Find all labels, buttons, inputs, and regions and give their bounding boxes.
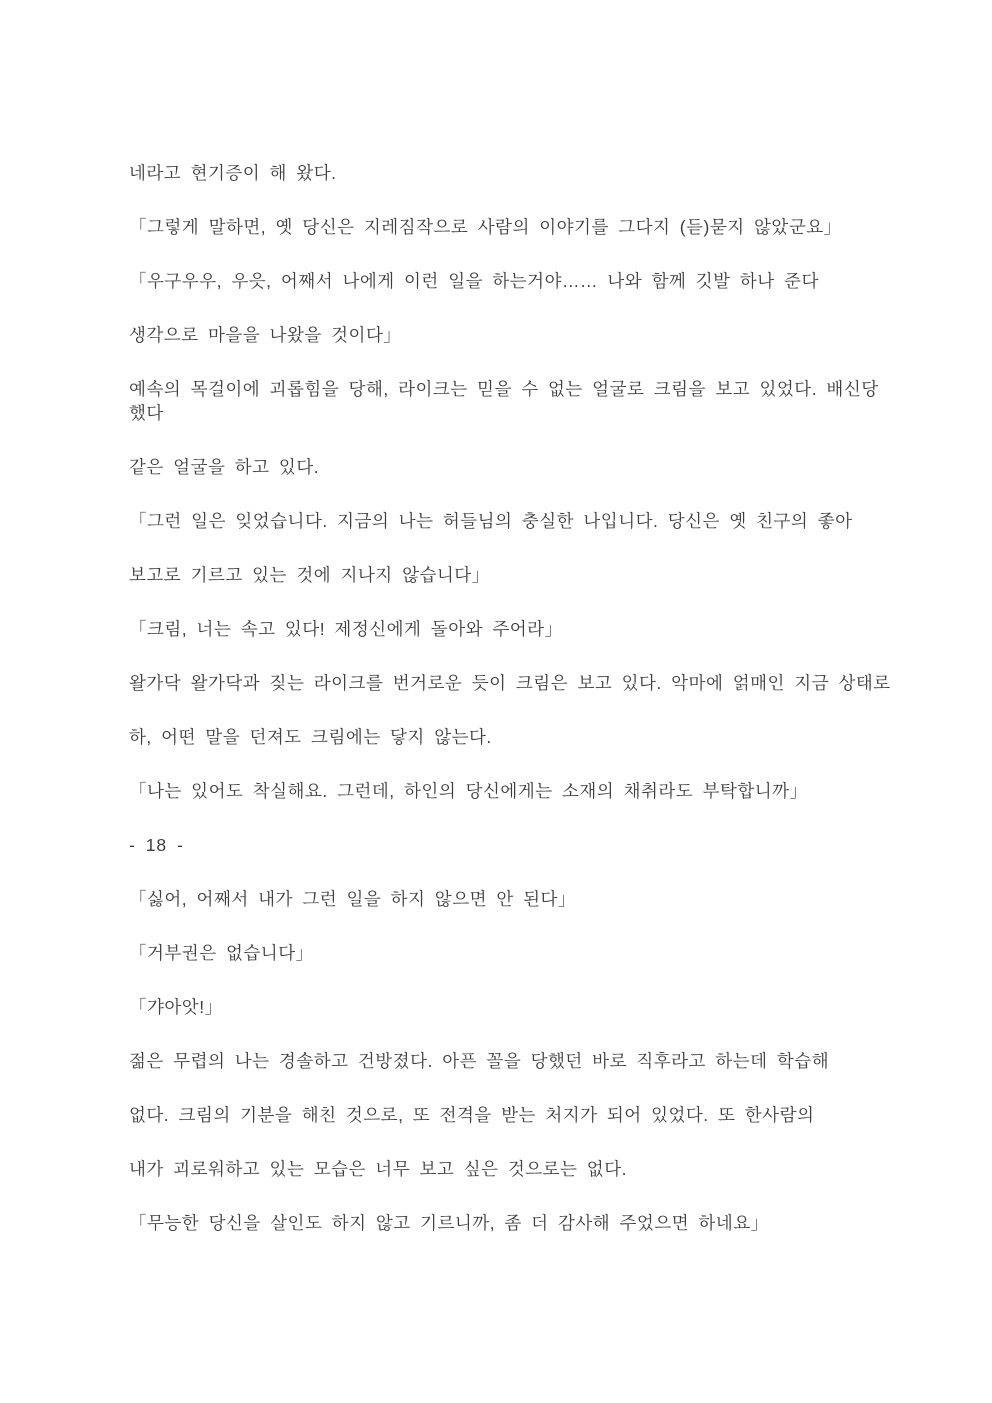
text-line: 네라고 현기증이 해 왔다.: [129, 163, 337, 183]
text-line: 젊은 무렵의 나는 경솔하고 건방졌다. 아픈 꼴을 당했던 바로 직후라고 하는데 학습해: [129, 1051, 830, 1071]
text-line: 예속의 목걸이에 괴롭힘을 당해, 라이크는 믿을 수 없는 얼굴로 크림을 보고 있었다. 배신당: [129, 379, 879, 399]
text-line: 생각으로 마을을 나왔을 것이다」: [129, 325, 402, 345]
paragraph: [129, 671, 892, 695]
paragraph: [129, 779, 892, 803]
text-line: 「무능한 당신을 살인도 하지 않고 기르니까, 좀 더 감사해 주었으면 하네요」: [129, 1213, 769, 1233]
paragraph: [129, 1211, 892, 1235]
paragraph: [129, 941, 892, 965]
text-line: 「크림, 너는 속고 있다! 제정신에게 돌아와 주어라」: [129, 619, 563, 639]
paragraph: [129, 269, 892, 293]
text-line: 「나는 있어도 착실해요. 그런데, 하인의 당신에게는 소재의 채취라도 부탁합니까」: [129, 781, 808, 801]
text-line: 「거부권은 없습니다」: [129, 943, 314, 963]
paragraph: [129, 455, 892, 479]
document-body: [129, 161, 892, 1235]
page-number: [129, 833, 892, 857]
text-line: 하, 어떤 말을 던져도 크림에는 닿지 않는다.: [129, 727, 492, 747]
paragraph: [129, 1157, 892, 1181]
paragraph: [129, 617, 892, 641]
page-number-label: - 18 -: [129, 835, 184, 855]
paragraph: [129, 1049, 892, 1073]
text-line: 「우구우우, 우읏, 어째서 나에게 이런 일을 하는거야…… 나와 함께 깃발 하나 준다: [129, 271, 819, 291]
paragraph: [129, 887, 892, 911]
paragraph: [129, 323, 892, 347]
paragraph: [129, 1103, 892, 1127]
text-line: 왈가닥 왈가닥과 짖는 라이크를 번거로운 듯이 크림은 보고 있다. 악마에 얽매인 지금 상태로: [129, 673, 891, 693]
paragraph: [129, 215, 892, 239]
text-line: 「그런 일은 잊었습니다. 지금의 나는 허들님의 충실한 나입니다. 당신은 옛 친구의 좋아: [129, 511, 853, 531]
text-line: 「싫어, 어째서 내가 그런 일을 하지 않으면 안 된다」: [129, 889, 576, 909]
paragraph: [129, 725, 892, 749]
paragraph: [129, 995, 892, 1019]
text-line: 했다: [129, 403, 164, 423]
text-line: 같은 얼굴을 하고 있다.: [129, 457, 320, 477]
paragraph: [129, 161, 892, 185]
paragraph: [129, 563, 892, 587]
paragraph: [129, 509, 892, 533]
text-line: 내가 괴로워하고 있는 모습은 너무 보고 싶은 것으로는 없다.: [129, 1159, 627, 1179]
text-line: 「그렇게 말하면, 옛 당신은 지레짐작으로 사람의 이야기를 그다지 (듣)묻지 않았군요」: [129, 217, 842, 237]
paragraph: [129, 377, 892, 425]
text-line: 없다. 크림의 기분을 해친 것으로, 또 전격을 받는 처지가 되어 있었다. 또 한사람의: [129, 1105, 815, 1125]
text-line: 보고로 기르고 있는 것에 지나지 않습니다」: [129, 565, 490, 585]
text-line: 「갸아앗!」: [129, 997, 223, 1017]
